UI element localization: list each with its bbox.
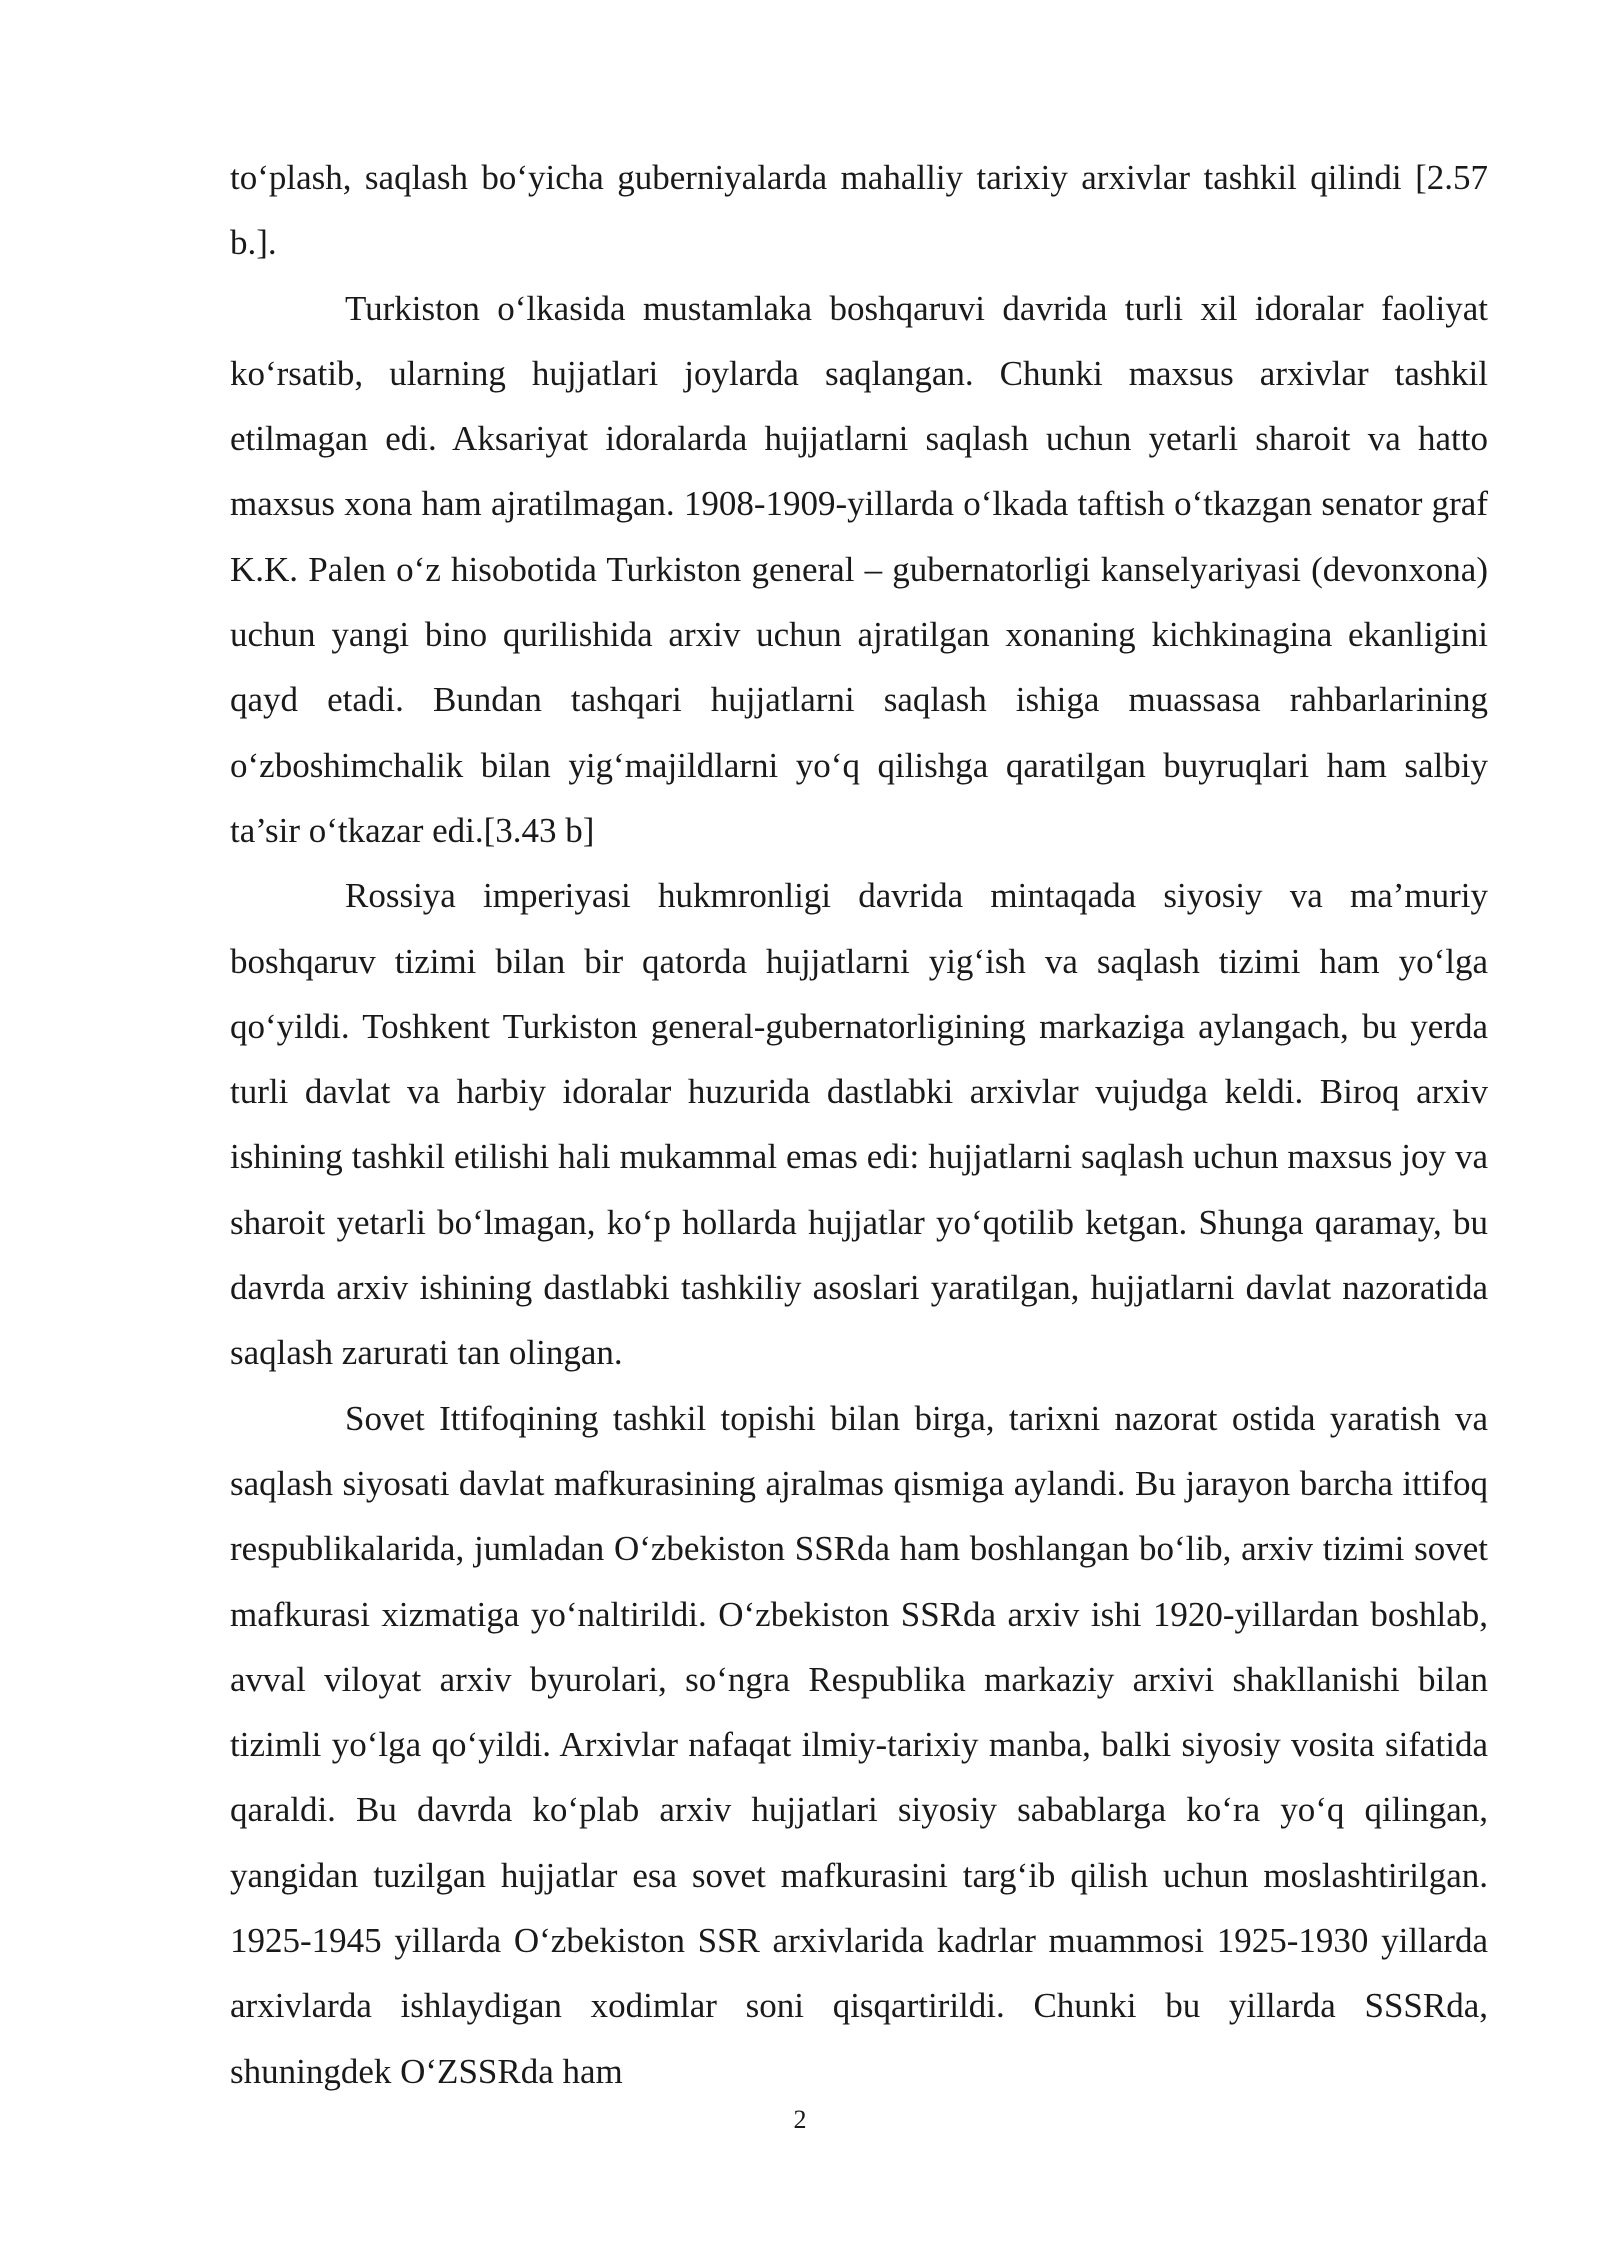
paragraph-2: Turkiston o‘lkasida mustamlaka boshqaruvi davrida turli xil idoralar faoliyat ko‘rsatib, ularning hujjatlari joylarda saqlangan. Chunki maxsus arxivlar tashkil etilmagan edi. Aksariyat idoralarda hujjatlarni saqlash uchun yetarli sharoit va hatto maxsus xona ham ajratilmagan. 1908-1909-yillarda o‘lkada taftish o‘tkazgan senator graf K.K. Palen o‘z hisobotida Turkiston general – gubernatorligi kanselyariyasi (devonxona) uchun yangi bino qurilishida arxiv uchun ajratilgan xonaning kichkinagina ekanligini qayd etadi. Bundan tashqari hujjatlarni saqlash ishiga muassasa rahbarlarining o‘zboshimchalik bilan yig‘majildlarni yo‘q qilishga qaratilgan buyruqlari ham salbiy ta’sir o‘tkazar edi.[3.43 b] <box>230 288 1488 850</box>
paragraph-1: to‘plash, saqlash bo‘yicha guberniyalarda mahalliy tarixiy arxivlar tashkil qilindi [2.57 b.]. <box>230 158 1488 263</box>
paragraph-3: Rossiya imperiyasi hukmronligi davrida mintaqada siyosiy va ma’muriy boshqaruv tizimi bilan bir qatorda hujjatlarni yig‘ish va saqlash tizimi ham yo‘lga qo‘yildi. Toshkent Turkiston general-gubernatorligining markaziga aylangach, bu yerda turli davlat va harbiy idoralar huzurida dastlabki arxivlar vujudga keldi. Biroq arxiv ishining tashkil etilishi hali mukammal emas edi: hujjatlarni saqlash uchun maxsus joy va sharoit yetarli bo‘lmagan, ko‘p hollarda hujjatlar yo‘qotilib ketgan. Shunga qaramay, bu davrda arxiv ishining dastlabki tashkiliy asoslari yaratilgan, hujjatlarni davlat nazoratida saqlash zarurati tan olingan. <box>230 876 1488 1373</box>
paragraph-4: Sovet Ittifoqining tashkil topishi bilan birga, tarixni nazorat ostida yaratish va saqlash siyosati davlat mafkurasining ajralmas qismiga aylandi. Bu jarayon barcha ittifoq respublikalarida, jumladan O‘zbekiston SSRda ham boshlangan bo‘lib, arxiv tizimi sovet mafkurasi xizmatiga yo‘naltirildi. O‘zbekiston SSRda arxiv ishi 1920-yillardan boshlab, avval viloyat arxiv byurolari, so‘ngra Respublika markaziy arxivi shakllanishi bilan tizimli yo‘lga qo‘yildi. Arxivlar nafaqat ilmiy-tarixiy manba, balki siyosiy vosita sifatida qaraldi. Bu davrda ko‘plab arxiv hujjatlari siyosiy sabablarga ko‘ra yo‘q qilingan, yangidan tuzilgan hujjatlar esa sovet mafkurasini targ‘ib qilish uchun moslashtirilgan. 1925-1945 yillarda O‘zbekiston SSR arxivlarida kadrlar muammosi 1925-1930 yillarda arxivlarda ishlaydigan xodimlar soni qisqartirildi. Chunki bu yillarda SSSRda, shuningdek O‘ZSSRda ham <box>230 1398 1488 2091</box>
page-number: 2 <box>793 2105 807 2134</box>
document-body <box>230 145 1488 2104</box>
